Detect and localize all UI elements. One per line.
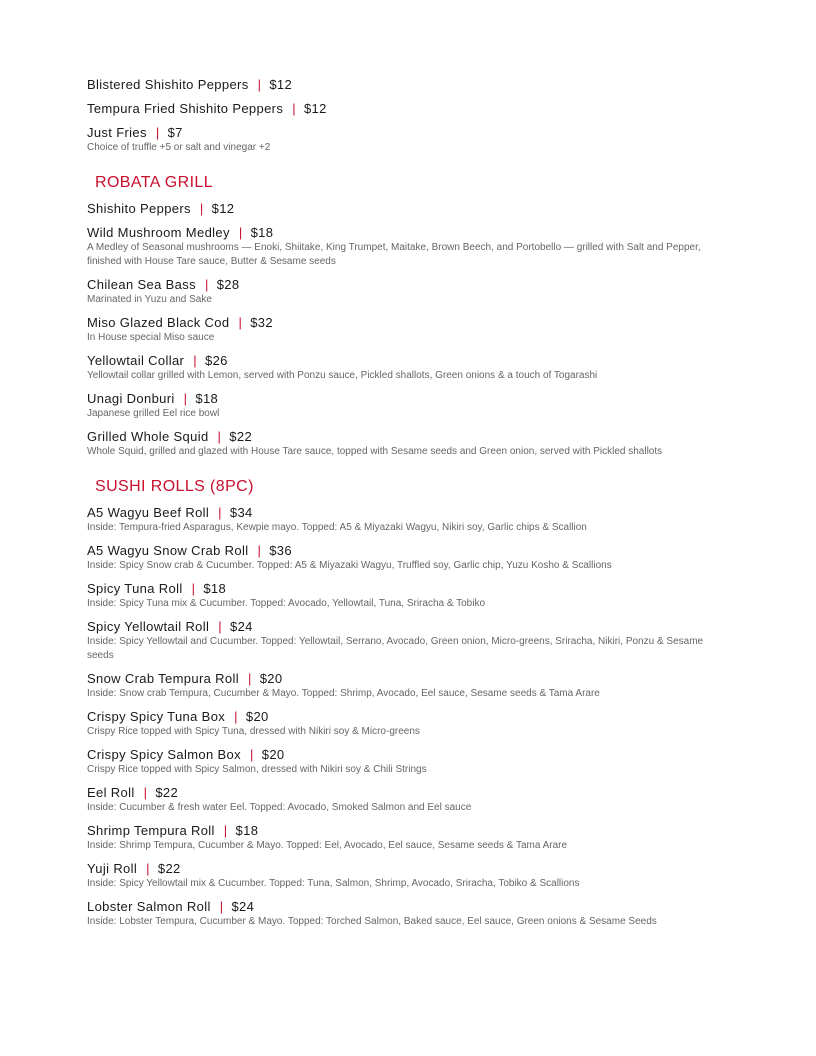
menu-item-description: Marinated in Yuzu and Sake [87, 294, 212, 305]
menu-item-line [87, 670, 727, 687]
menu-item-description: Inside: Tempura-fried Asparagus, Kewpie mayo. Topped: A5 & Miyazaki Wagyu, Nikiri soy, Garlic chips & Scallion [87, 522, 587, 533]
menu-section [87, 477, 727, 929]
menu-item [87, 314, 727, 345]
menu-item-line [87, 124, 727, 141]
menu-item-line [87, 224, 727, 241]
menu-item-description: Whole Squid, grilled and glazed with House Tare sauce, topped with Sesame seeds and Green onion, served with Pickled shallots [87, 446, 663, 457]
section-title: ROBATA GRILL [95, 174, 214, 191]
price-separator: | [219, 899, 224, 914]
menu-item-description: Inside: Spicy Snow crab & Cucumber. Topped: A5 & Miyazaki Wagyu, Truffled soy, Garlic chip, Yuzu Kosho & Scallions [87, 560, 612, 571]
menu-item [87, 124, 727, 155]
menu-item-name: Crispy Spicy Tuna Box [87, 709, 226, 724]
menu-item-price: $32 [250, 315, 273, 330]
menu-item-description: Crispy Rice topped with Spicy Tuna, dressed with Nikiri soy & Micro-greens [87, 726, 420, 737]
menu-item-line [87, 860, 727, 877]
menu-item-description: Inside: Shrimp Tempura, Cucumber & Mayo. Topped: Eel, Avocado, Eel sauce, Sesame seeds & Tama Arare [87, 840, 568, 851]
menu-item-name: Crispy Spicy Salmon Box [87, 747, 241, 762]
menu-item [87, 76, 727, 93]
price-separator: | [218, 619, 222, 634]
menu-item [87, 670, 727, 701]
menu-item [87, 860, 727, 891]
menu-item-description: A Medley of Seasonal mushrooms — Enoki, Shiitake, King Trumpet, Maitake, Brown Beech, and Portobello — grilled with Salt and Pepper, finished with House Tare sauce, Butter & Sesame seeds [87, 242, 701, 267]
menu-item-name: Blistered Shishito Peppers [87, 77, 249, 92]
menu-item-name: Tempura Fried Shishito Peppers [87, 101, 284, 116]
price-separator: | [204, 277, 209, 292]
menu-item-name: Wild Mushroom Medley [87, 225, 230, 240]
price-separator: | [247, 671, 252, 686]
menu-item-description: Inside: Snow crab Tempura, Cucumber & Mayo. Topped: Shrimp, Avocado, Eel sauce, Sesame seeds & Tama Arare [87, 688, 600, 699]
menu-item [87, 504, 727, 535]
price-separator: | [257, 77, 262, 92]
section-title: SUSHI ROLLS (8PC) [95, 478, 254, 495]
menu-item-price: $20 [261, 747, 285, 762]
menu-item-description: Inside: Lobster Tempura, Cucumber & Mayo. Topped: Torched Salmon, Baked sauce, Eel sauce, Green onions & Sesame Seeds [87, 916, 657, 927]
menu-item-line [87, 504, 727, 521]
menu-item [87, 708, 727, 739]
menu-item-price: $28 [216, 277, 240, 292]
menu-item-line [87, 428, 727, 445]
menu-item-name: Eel Roll [87, 785, 135, 800]
menu-item-name: Grilled Whole Squid [87, 429, 209, 444]
menu-item-line [87, 352, 727, 369]
menu-item [87, 746, 727, 777]
menu-item-line [87, 580, 727, 597]
menu-item-name: A5 Wagyu Beef Roll [87, 505, 210, 520]
menu-item-price: $36 [269, 543, 292, 558]
menu-item-line [87, 390, 727, 407]
menu-item [87, 352, 727, 383]
menu-item [87, 276, 727, 307]
menu-item-name: Chilean Sea Bass [87, 277, 196, 292]
menu-item-name: Snow Crab Tempura Roll [87, 671, 239, 686]
menu-item-description: Yellowtail collar grilled with Lemon, served with Ponzu sauce, Pickled shallots, Green onions & a touch of Togarashi [87, 370, 598, 381]
menu-item-price: $22 [155, 785, 179, 800]
menu-item [87, 580, 727, 611]
menu-item-price: $12 [269, 77, 293, 92]
menu-item-price: $22 [157, 861, 181, 876]
menu-item-line [87, 314, 727, 331]
menu-item [87, 224, 727, 269]
menu-item-line [87, 746, 727, 763]
price-separator: | [199, 201, 204, 216]
menu-item-name: Spicy Tuna Roll [87, 581, 183, 596]
menu-item-description: Crispy Rice topped with Spicy Salmon, dressed with Nikiri soy & Chili Strings [87, 764, 427, 775]
menu-item-line [87, 822, 727, 839]
menu-item [87, 784, 727, 815]
menu-item-name: Miso Glazed Black Cod [87, 315, 230, 330]
price-separator: | [250, 747, 254, 762]
price-separator: | [193, 353, 197, 368]
menu-item-price: $18 [195, 391, 219, 406]
menu-item-description: Inside: Spicy Yellowtail mix & Cucumber. Topped: Tuna, Salmon, Shrimp, Avocado, Sriracha, Tobiko & Scallions [87, 878, 580, 889]
menu-item-line [87, 708, 727, 725]
menu-item-price: $12 [211, 201, 235, 216]
menu-item [87, 200, 727, 217]
price-separator: | [234, 709, 238, 724]
price-separator: | [238, 315, 243, 330]
menu-item-name: Shishito Peppers [87, 201, 191, 216]
menu-item-price: $24 [229, 619, 253, 634]
price-separator: | [292, 101, 296, 116]
menu-item-name: Spicy Yellowtail Roll [87, 619, 210, 634]
menu-item-price: $7 [167, 125, 183, 140]
menu-item [87, 822, 727, 853]
menu-section [87, 173, 727, 459]
menu-item-name: Yuji Roll [87, 861, 138, 876]
menu-item-price: $22 [229, 429, 253, 444]
menu-item-name: Yellowtail Collar [87, 353, 185, 368]
menu-item-description: Japanese grilled Eel rice bowl [87, 408, 220, 419]
menu-item-line [87, 100, 727, 117]
menu-item-price: $34 [229, 505, 253, 520]
menu-item-line [87, 784, 727, 801]
menu-item-line [87, 542, 727, 559]
menu-item-line [87, 200, 727, 217]
menu-item-price: $18 [250, 225, 274, 240]
menu-item [87, 390, 727, 421]
menu-item-price: $18 [203, 581, 227, 596]
menu-item-description: In House special Miso sauce [87, 332, 215, 343]
menu-item-description: Inside: Spicy Tuna mix & Cucumber. Topped: Avocado, Yellowtail, Tuna, Sriracha & Tobiko [87, 598, 486, 609]
menu-item [87, 100, 727, 117]
price-separator: | [218, 505, 222, 520]
menu-item-name: Shrimp Tempura Roll [87, 823, 215, 838]
menu-item-line [87, 76, 727, 93]
menu-page [87, 76, 727, 936]
menu-item-name: Lobster Salmon Roll [87, 899, 211, 914]
menu-item [87, 428, 727, 459]
menu-item-price: $18 [235, 823, 259, 838]
menu-section [87, 76, 727, 155]
menu-item-description: Inside: Spicy Yellowtail and Cucumber. Topped: Yellowtail, Serrano, Avocado, Green onion, Micro-greens, Sriracha, Nikiri, Ponzu & Sesame seeds [87, 636, 704, 661]
menu-item-price: $26 [204, 353, 228, 368]
menu-item-price: $20 [259, 671, 283, 686]
menu-item-description: Choice of truffle +5 or salt and vinegar +2 [87, 142, 271, 153]
menu-item-description: Inside: Cucumber & fresh water Eel. Topped: Avocado, Smoked Salmon and Eel sauce [87, 802, 472, 813]
price-separator: | [217, 429, 222, 444]
price-separator: | [257, 543, 262, 558]
menu-item-price: $24 [231, 899, 255, 914]
menu-item-name: Just Fries [87, 125, 147, 140]
menu-item-line [87, 276, 727, 293]
price-separator: | [155, 125, 160, 140]
price-separator: | [223, 823, 228, 838]
menu-item-price: $20 [245, 709, 269, 724]
price-separator: | [143, 785, 148, 800]
menu-item-name: A5 Wagyu Snow Crab Roll [87, 543, 249, 558]
price-separator: | [191, 581, 196, 596]
menu-item [87, 542, 727, 573]
price-separator: | [146, 861, 150, 876]
menu-item-price: $12 [303, 101, 327, 116]
menu-item-name: Unagi Donburi [87, 391, 175, 406]
menu-item-line [87, 618, 727, 635]
price-separator: | [183, 391, 188, 406]
menu-item [87, 898, 727, 929]
menu-item-line [87, 898, 727, 915]
price-separator: | [238, 225, 243, 240]
menu-item [87, 618, 727, 663]
